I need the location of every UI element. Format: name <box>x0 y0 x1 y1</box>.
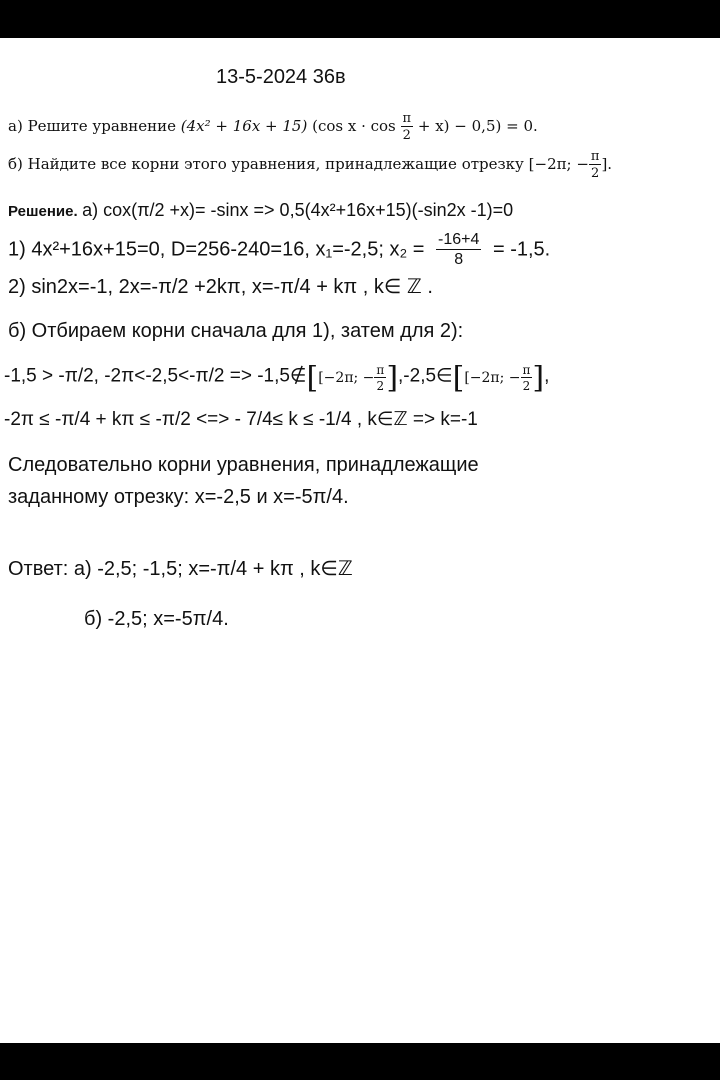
interval-1 <box>306 360 399 395</box>
task-a-frac-den: 2 <box>402 128 411 143</box>
interval-2-frac-den: 2 <box>522 378 531 393</box>
page-title: 13-5-2024 36в <box>216 66 346 88</box>
task-b-frac-den: 2 <box>591 166 600 181</box>
task-a-factor2-open: (cos x · cos <box>312 117 396 135</box>
task-a-frac-num: π <box>402 111 412 126</box>
task-b-label: б) Найдите все корни этого уравнения, принадлежащие отрезку <box>8 155 524 173</box>
conclusion-line-1: Следовательно корни уравнения, принадлежащие <box>8 454 479 476</box>
part-b-line-1-mid: ,-2,5∈ <box>398 365 453 387</box>
step-1-frac-num: -16+4 <box>438 231 480 248</box>
answer-line-2: б) -2,5; x=-5π/4. <box>84 608 229 630</box>
task-a-pi-frac <box>401 112 414 142</box>
task-a-factor2-rest: + x) − 0,5) = 0. <box>417 117 538 135</box>
step-1-frac-den: 8 <box>454 251 464 268</box>
solution-equation: а) cox(π/2 +x)= -sinx => 0,5(4x²+16x+15)(-sin2x -1)=0 <box>82 200 514 220</box>
interval-2-close: ] <box>532 360 545 395</box>
solution-line <box>8 200 513 221</box>
step-1-text: 1) 4x²+16x+15=0, D=256-240=16, x₁=-2,5; x₂ = <box>8 238 425 261</box>
interval-1-left: [−2π; − <box>318 369 375 386</box>
bottom-black-bar <box>0 1043 720 1080</box>
answer-line-1: Ответ: а) -2,5; -1,5; x=-π/4 + kπ , k∈ℤ <box>8 558 353 580</box>
step-1 <box>8 232 550 268</box>
task-a-factor1: (4x² + 16x + 15) <box>180 117 308 135</box>
task-b <box>8 150 612 180</box>
interval-1-frac-den: 2 <box>376 378 385 393</box>
interval-2-frac <box>521 364 533 392</box>
task-b-frac-num: π <box>590 149 600 164</box>
interval-1-frac-num: π <box>376 362 385 377</box>
interval-1-frac <box>374 364 386 392</box>
task-b-frac <box>589 150 602 180</box>
interval-2-frac-num: π <box>522 362 531 377</box>
interval-2-open: [ <box>452 360 465 395</box>
task-b-interval-left: [−2π; − <box>528 155 589 173</box>
task-a-label: а) Решите уравнение <box>8 117 176 135</box>
interval-2-left: [−2π; − <box>464 369 521 386</box>
part-b-line-1 <box>4 360 549 395</box>
task-b-interval-right: ]. <box>601 155 613 173</box>
step-2: 2) sin2x=-1, 2x=-π/2 +2kπ, x=-π/4 + kπ , k∈ ℤ . <box>8 276 433 298</box>
part-b-heading: б) Отбираем корни сначала для 1), затем для 2): <box>8 320 464 342</box>
conclusion-line-2: заданному отрезку: x=-2,5 и x=-5π/4. <box>8 486 349 508</box>
part-b-line-1-start: -1,5 > -π/2, -2π<-2,5<-π/2 => -1,5∉ <box>4 365 307 387</box>
task-a <box>8 112 538 142</box>
step-1-frac <box>436 232 481 268</box>
top-black-bar <box>0 0 720 38</box>
part-b-line-2: -2π ≤ -π/4 + kπ ≤ -π/2 <=> - 7/4≤ k ≤ -1/4 , k∈ℤ => k=-1 <box>4 409 478 430</box>
step-1-result: = -1,5. <box>492 238 551 261</box>
solution-label: Решение. <box>8 203 78 220</box>
interval-1-close: ] <box>386 360 399 395</box>
interval-1-open: [ <box>306 360 319 395</box>
interval-2 <box>452 360 545 395</box>
part-b-line-1-end: , <box>544 365 550 387</box>
